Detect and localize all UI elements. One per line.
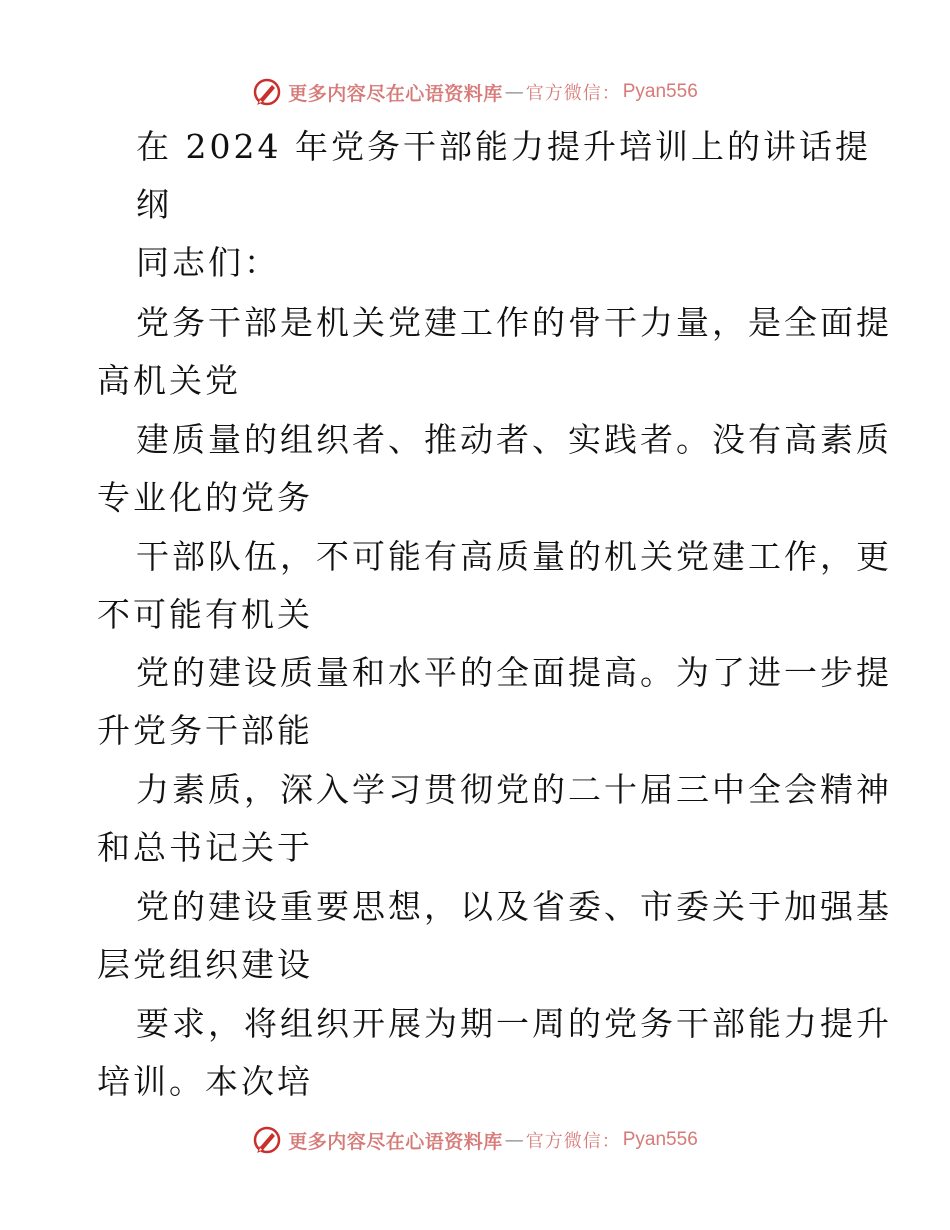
pen-logo-icon bbox=[252, 1125, 282, 1155]
paragraph-line: 层党组织建设 bbox=[97, 945, 313, 984]
footer-watermark-banner bbox=[0, 1120, 950, 1160]
banner-site-name: 更多内容尽在心语资料库 bbox=[288, 82, 503, 105]
document-title-line-2: 纲 bbox=[136, 185, 172, 224]
banner-wechat-id: Pyan556 bbox=[622, 81, 698, 102]
paragraph-line: 专业化的党务 bbox=[97, 478, 313, 517]
banner-separator: — bbox=[504, 1129, 524, 1151]
paragraph-line: 力素质，深入学习贯彻党的二十届三中全会精神 bbox=[136, 770, 892, 809]
header-watermark-banner bbox=[0, 72, 950, 112]
banner-site-name: 更多内容尽在心语资料库 bbox=[288, 1130, 503, 1153]
paragraph-line: 党务干部是机关党建工作的骨干力量，是全面提 bbox=[136, 303, 892, 342]
banner-wechat-label: 官方微信： bbox=[525, 1131, 621, 1152]
document-title-line-1: 在 2024 年党务干部能力提升培训上的讲话提 bbox=[136, 127, 871, 166]
paragraph-line: 培训。本次培 bbox=[97, 1062, 313, 1101]
paragraph-line: 干部队伍，不可能有高质量的机关党建工作，更 bbox=[136, 537, 892, 576]
banner-wechat-id: Pyan556 bbox=[622, 1129, 698, 1150]
banner-separator: — bbox=[504, 81, 524, 103]
paragraph-line: 建质量的组织者、推动者、实践者。没有高素质 bbox=[136, 420, 892, 459]
paragraph-line: 党的建设重要思想，以及省委、市委关于加强基 bbox=[136, 887, 892, 926]
paragraph-line: 党的建设质量和水平的全面提高。为了进一步提 bbox=[136, 653, 892, 692]
salutation: 同志们： bbox=[136, 243, 280, 282]
paragraph-line: 和总书记关于 bbox=[97, 828, 313, 867]
pen-logo-icon bbox=[252, 77, 282, 107]
paragraph-line: 不可能有机关 bbox=[97, 595, 313, 634]
paragraph-line: 高机关党 bbox=[97, 361, 241, 400]
paragraph-line: 要求，将组织开展为期一周的党务干部能力提升 bbox=[136, 1004, 892, 1043]
paragraph-line: 升党务干部能 bbox=[97, 711, 313, 750]
banner-wechat-label: 官方微信： bbox=[525, 83, 621, 104]
